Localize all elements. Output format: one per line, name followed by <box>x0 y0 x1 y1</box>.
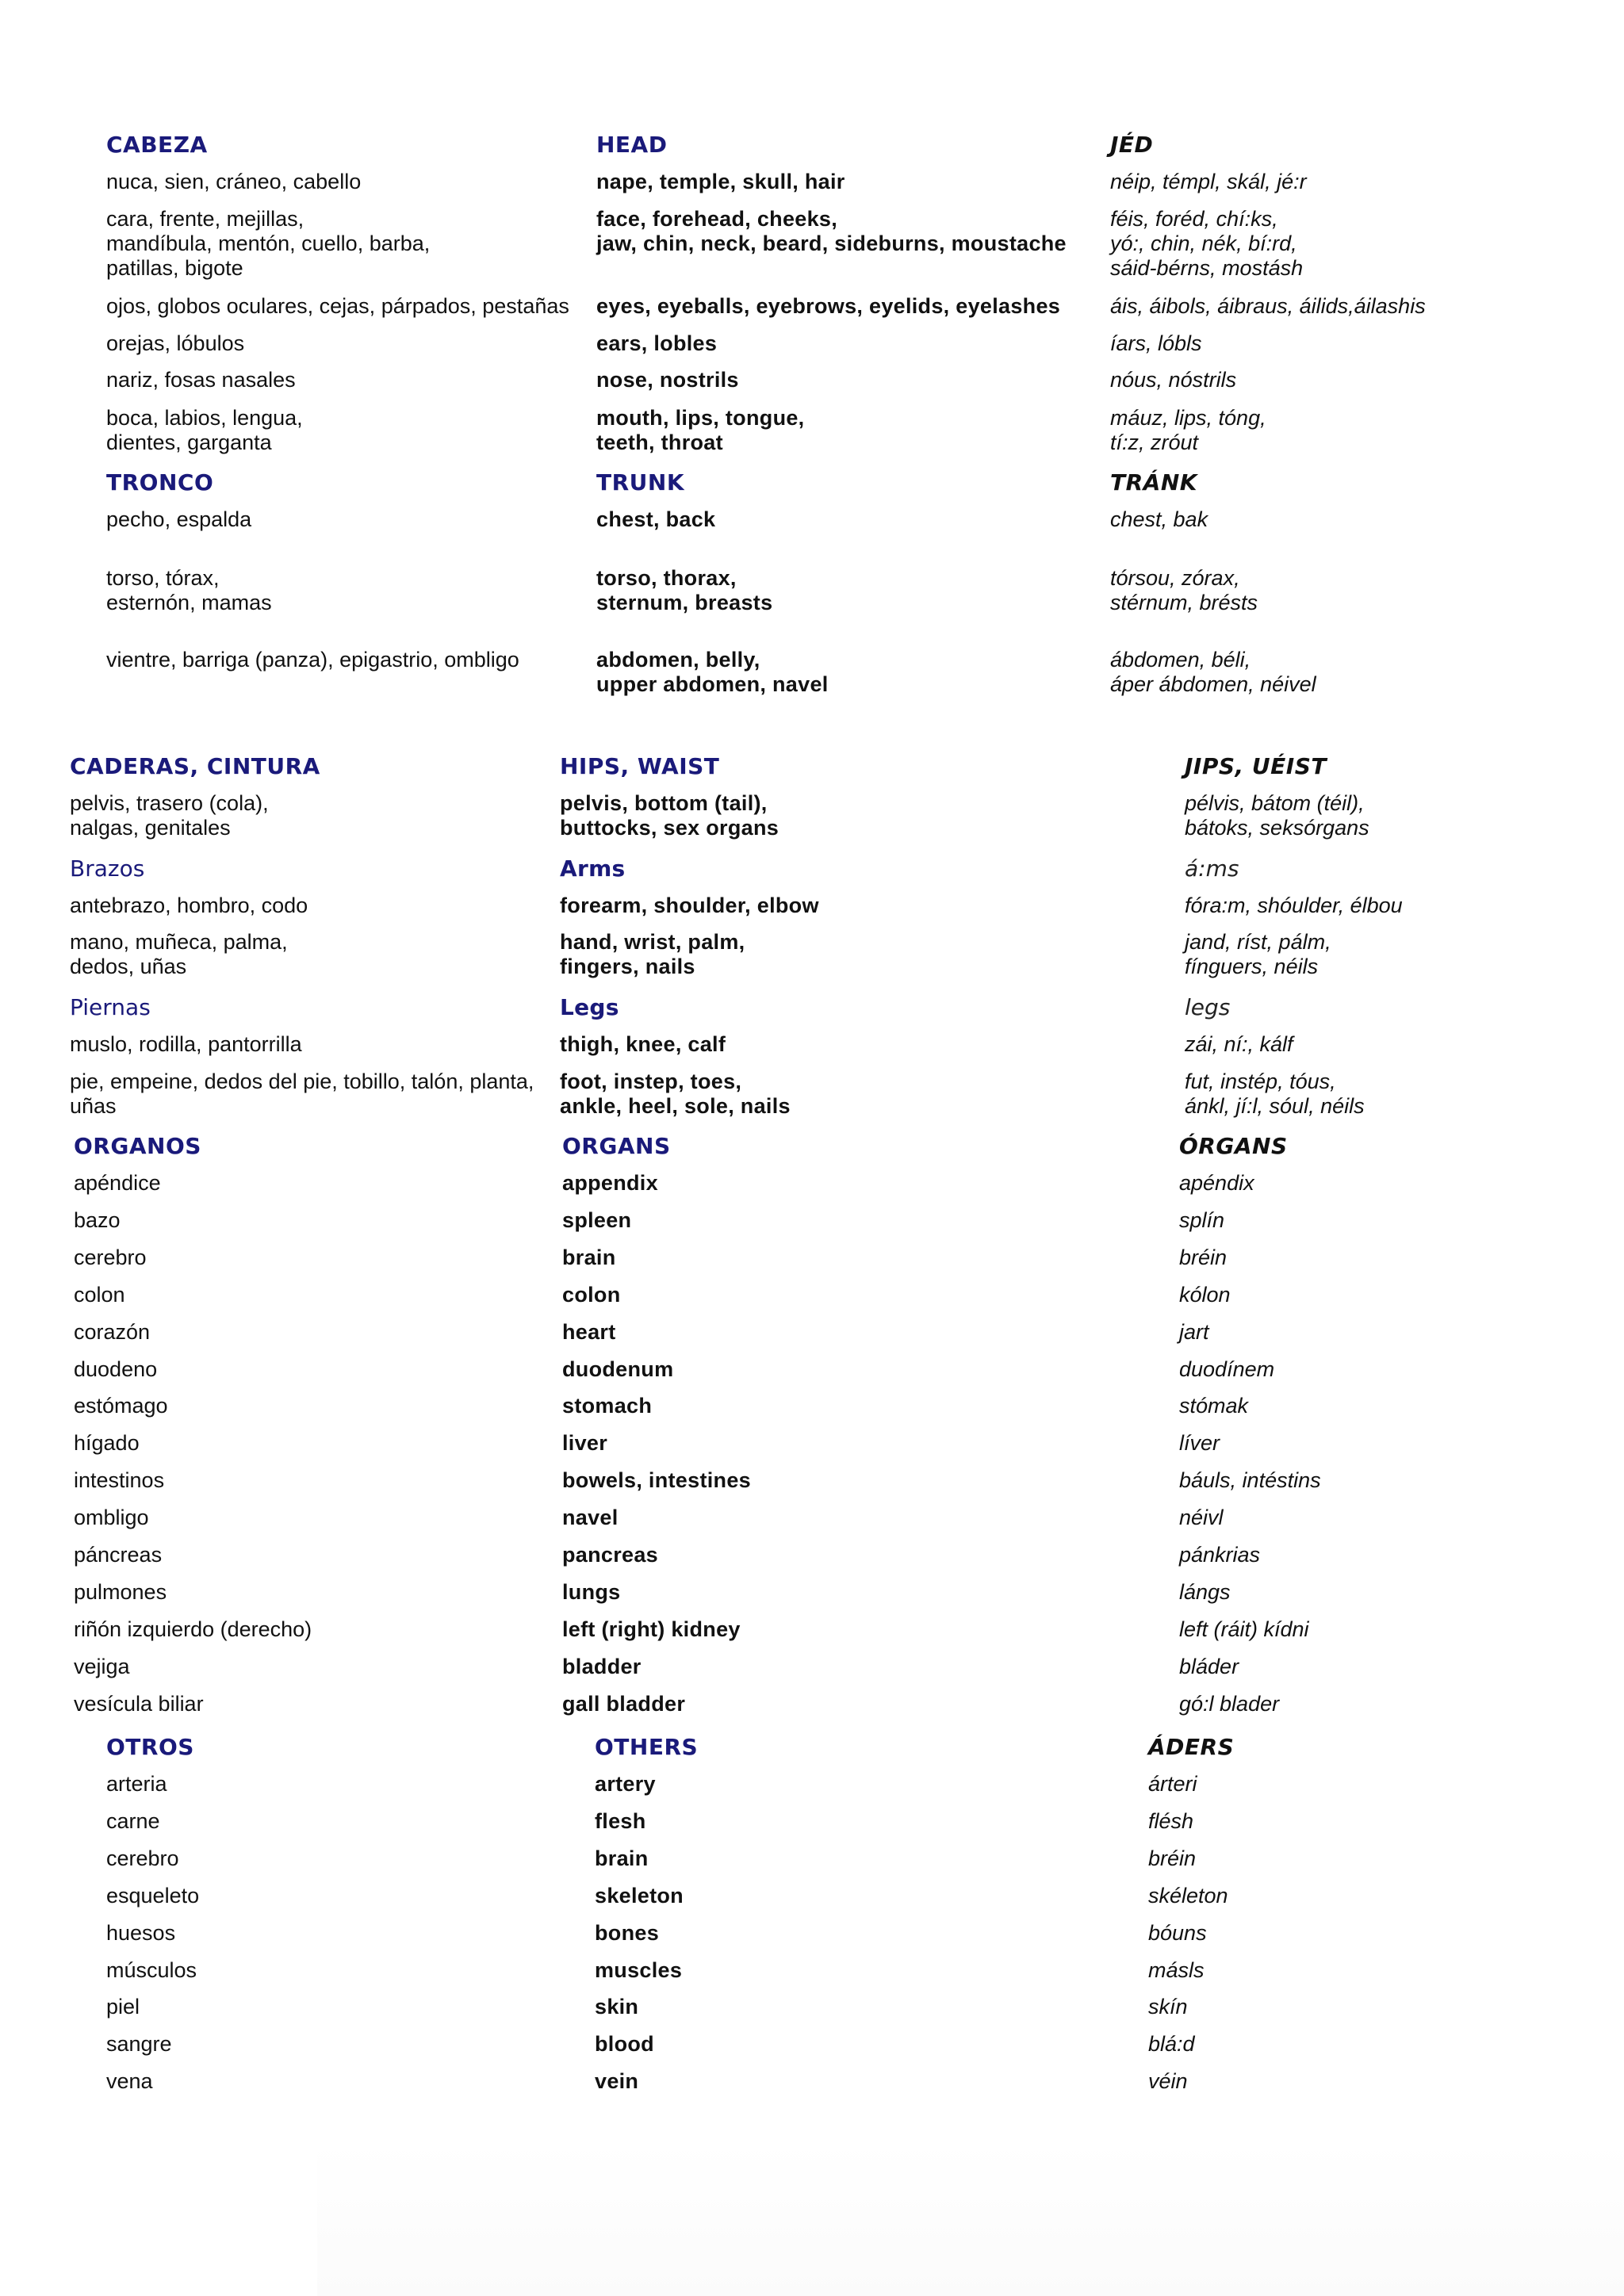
spanish-term: nariz, fosas nasales <box>106 368 296 392</box>
english-term: colon <box>562 1282 621 1307</box>
pronunciation-term: bréin <box>1179 1245 1228 1269</box>
pronunciation-term: splín <box>1179 1207 1225 1232</box>
pronunciation-term: duodínem <box>1179 1357 1275 1381</box>
pronunciation-term: jart <box>1179 1319 1209 1344</box>
spanish-term: cerebro <box>74 1245 147 1269</box>
pronunciation-term: líver <box>1179 1431 1220 1456</box>
spanish-term: pecho, espalda <box>106 507 252 531</box>
organs-title-pronunciation: ÓRGANS <box>1179 1133 1288 1159</box>
legs-title-pronunciation: legs <box>1185 994 1231 1020</box>
pronunciation-term: kólon <box>1179 1282 1231 1307</box>
english-term: pancreas <box>562 1543 658 1567</box>
english-term: artery <box>595 1772 656 1796</box>
pronunciation-term: gó:l blader <box>1179 1691 1280 1716</box>
english-term: hand, wrist, palm, fingers, nails <box>560 930 745 978</box>
pronunciation-term: néivl <box>1179 1506 1224 1530</box>
pronunciation-term: báuls, intéstins <box>1179 1468 1321 1493</box>
head-title-spanish: CABEZA <box>106 132 208 158</box>
english-term: chest, back <box>596 507 716 531</box>
others-title-pronunciation: ÁDERS <box>1148 1734 1235 1760</box>
spanish-term: páncreas <box>74 1543 163 1567</box>
english-term: spleen <box>562 1207 632 1232</box>
spanish-term: pulmones <box>74 1579 167 1604</box>
pronunciation-term: árteri <box>1148 1772 1197 1796</box>
english-term: skin <box>595 1995 639 2019</box>
english-term: nose, nostrils <box>596 368 739 392</box>
spanish-term: apéndice <box>74 1171 161 1195</box>
spanish-term: músculos <box>106 1957 197 1982</box>
english-term: brain <box>562 1245 616 1269</box>
pronunciation-term: ábdomen, béli, áper ábdomen, néivel <box>1110 648 1316 696</box>
english-term: heart <box>562 1319 616 1344</box>
others-title-english: OTHERS <box>595 1734 699 1760</box>
english-term: pelvis, bottom (tail), buttocks, sex organs <box>560 791 779 840</box>
pronunciation-term: skéleton <box>1148 1883 1228 1908</box>
english-term: mouth, lips, tongue, teeth, throat <box>596 406 805 454</box>
spanish-term: bazo <box>74 1207 121 1232</box>
pronunciation-term: másls <box>1148 1957 1205 1982</box>
english-term: forearm, shoulder, elbow <box>560 894 819 917</box>
spanish-term: boca, labios, lengua, dientes, garganta <box>106 406 303 454</box>
english-term: thigh, knee, calf <box>560 1032 726 1056</box>
pronunciation-term: bréin <box>1148 1846 1197 1870</box>
english-term: vein <box>595 2069 639 2094</box>
pronunciation-term: néip, témpl, skál, jé:r <box>1110 170 1307 193</box>
spanish-term: pelvis, trasero (cola), nalgas, genitales <box>70 791 269 840</box>
spanish-term: piel <box>106 1995 140 2019</box>
legs-title-spanish: Piernas <box>70 994 151 1020</box>
spanish-term: carne <box>106 1808 160 1833</box>
pronunciation-term: bóuns <box>1148 1920 1207 1945</box>
arms-title-english: Arms <box>560 855 626 882</box>
pronunciation-term: skín <box>1148 1995 1188 2019</box>
spanish-term: duodeno <box>74 1357 158 1381</box>
spanish-term: ojos, globos oculares, cejas, párpados, pestañas <box>106 294 569 318</box>
english-term: duodenum <box>562 1357 674 1381</box>
pronunciation-term: tórsou, zórax, stérnum, brésts <box>1110 566 1258 614</box>
spanish-term: vesícula biliar <box>74 1691 204 1716</box>
english-term: stomach <box>562 1394 653 1418</box>
pronunciation-term: íars, lóbls <box>1110 331 1202 355</box>
pronunciation-term: fóra:m, shóulder, élbou <box>1185 894 1403 917</box>
pronunciation-term: máuz, lips, tóng, tí:z, zróut <box>1110 406 1266 454</box>
spanish-term: intestinos <box>74 1468 165 1493</box>
spanish-term: cerebro <box>106 1846 179 1870</box>
spanish-term: nuca, sien, cráneo, cabello <box>106 170 362 193</box>
spanish-term: orejas, lóbulos <box>106 331 245 355</box>
pronunciation-term: pélvis, bátom (téil), bátoks, seksórgans <box>1185 791 1369 840</box>
spanish-term: vena <box>106 2069 153 2094</box>
english-term: bowels, intestines <box>562 1468 751 1493</box>
spanish-term: huesos <box>106 1920 176 1945</box>
pronunciation-term: nóus, nóstrils <box>1110 368 1237 392</box>
others-title-spanish: OTROS <box>106 1734 194 1760</box>
spanish-term: sangre <box>106 2032 172 2057</box>
english-term: nape, temple, skull, hair <box>596 170 845 193</box>
spanish-term: torso, tórax, esternón, mamas <box>106 566 272 614</box>
english-term: gall bladder <box>562 1691 686 1716</box>
english-term: bones <box>595 1920 660 1945</box>
english-term: bladder <box>562 1654 642 1678</box>
pronunciation-term: chest, bak <box>1110 507 1208 531</box>
trunk-title-english: TRUNK <box>596 469 685 496</box>
pronunciation-term: zái, ní:, kálf <box>1185 1032 1293 1056</box>
spanish-term: esqueleto <box>106 1883 200 1908</box>
pronunciation-term: lángs <box>1179 1579 1231 1604</box>
english-term: torso, thorax, sternum, breasts <box>596 566 773 614</box>
english-term: brain <box>595 1846 649 1870</box>
english-term: ears, lobles <box>596 331 718 355</box>
hips-title-spanish: CADERAS, CINTURA <box>70 753 320 779</box>
hips-title-pronunciation: JIPS, UÉIST <box>1185 753 1327 779</box>
spanish-term: cara, frente, mejillas, mandíbula, mentón, cuello, barba, patillas, bigote <box>106 207 431 280</box>
pronunciation-term: jand, ríst, pálm, fínguers, néils <box>1185 930 1331 978</box>
spanish-term: vejiga <box>74 1654 130 1678</box>
pronunciation-term: áis, áibols, áibraus, áilids,áilashis <box>1110 294 1426 318</box>
page-shading <box>317 2141 1624 2296</box>
english-term: eyes, eyeballs, eyebrows, eyelids, eyelashes <box>596 294 1061 318</box>
pronunciation-term: bláder <box>1179 1654 1239 1678</box>
spanish-term: antebrazo, hombro, codo <box>70 894 308 917</box>
pronunciation-term: véin <box>1148 2069 1188 2094</box>
english-term: left (right) kidney <box>562 1617 741 1641</box>
pronunciation-term: apéndix <box>1179 1171 1254 1195</box>
head-title-english: HEAD <box>596 132 668 158</box>
english-term: skeleton <box>595 1883 684 1908</box>
pronunciation-term: féis, foréd, chí:ks, yó:, chin, nék, bí:rd, sáid-bérns, mostásh <box>1110 207 1304 280</box>
pronunciation-term: blá:d <box>1148 2032 1195 2057</box>
spanish-term: pie, empeine, dedos del pie, tobillo, talón, planta, uñas <box>70 1070 534 1118</box>
english-term: blood <box>595 2032 654 2057</box>
arms-title-spanish: Brazos <box>70 855 145 882</box>
trunk-title-spanish: TRONCO <box>106 469 214 496</box>
english-term: flesh <box>595 1808 646 1833</box>
organs-title-spanish: ORGANOS <box>74 1133 201 1159</box>
english-term: lungs <box>562 1579 621 1604</box>
spanish-term: hígado <box>74 1431 140 1456</box>
spanish-term: ombligo <box>74 1506 149 1530</box>
english-term: liver <box>562 1431 608 1456</box>
spanish-term: riñón izquierdo (derecho) <box>74 1617 312 1641</box>
english-term: navel <box>562 1506 619 1530</box>
head-title-pronunciation: JÉD <box>1110 132 1154 158</box>
english-term: abdomen, belly, upper abdomen, navel <box>596 648 829 696</box>
spanish-term: arteria <box>106 1772 167 1796</box>
organs-title-english: ORGANS <box>562 1133 671 1159</box>
spanish-term: vientre, barriga (panza), epigastrio, ombligo <box>106 648 519 672</box>
pronunciation-term: flésh <box>1148 1808 1194 1833</box>
spanish-term: muslo, rodilla, pantorrilla <box>70 1032 302 1056</box>
arms-title-pronunciation: á:ms <box>1185 855 1239 882</box>
english-term: muscles <box>595 1957 683 1982</box>
english-term: face, forehead, cheeks, jaw, chin, neck, beard, sideburns, moustache <box>596 207 1067 255</box>
spanish-term: estómago <box>74 1394 168 1418</box>
spanish-term: corazón <box>74 1319 151 1344</box>
pronunciation-term: pánkrias <box>1179 1543 1261 1567</box>
english-term: foot, instep, toes, ankle, heel, sole, nails <box>560 1070 791 1118</box>
pronunciation-term: fut, instép, tóus, ánkl, jí:l, sóul, néils <box>1185 1070 1365 1118</box>
pronunciation-term: left (ráit) kídni <box>1179 1617 1309 1641</box>
hips-title-english: HIPS, WAIST <box>560 753 720 779</box>
pronunciation-term: stómak <box>1179 1394 1249 1418</box>
english-term: appendix <box>562 1171 658 1195</box>
legs-title-english: Legs <box>560 994 619 1020</box>
spanish-term: mano, muñeca, palma, dedos, uñas <box>70 930 288 978</box>
trunk-title-pronunciation: TRÁNK <box>1110 469 1197 496</box>
spanish-term: colon <box>74 1282 125 1307</box>
